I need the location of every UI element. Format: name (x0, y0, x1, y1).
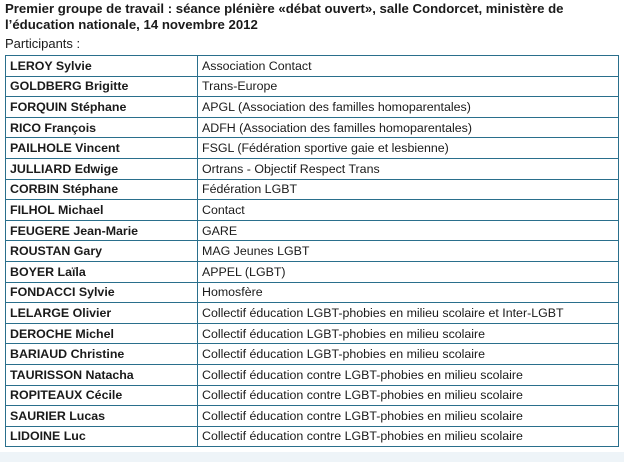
participant-name: LEROY Sylvie (6, 56, 198, 77)
table-row (6, 261, 619, 282)
participant-organization: Fédération LGBT (198, 179, 619, 200)
participant-name: FONDACCI Sylvie (6, 282, 198, 303)
participant-name: FEUGERE Jean-Marie (6, 220, 198, 241)
participant-name: JULLIARD Edwige (6, 158, 198, 179)
participant-name: ROPITEAUX Cécile (6, 385, 198, 406)
table-row (6, 323, 619, 344)
participant-organization: Ortrans - Objectif Respect Trans (198, 158, 619, 179)
participant-name: FILHOL Michael (6, 200, 198, 221)
participant-organization: Collectif éducation LGBT-phobies en milieu scolaire (198, 323, 619, 344)
participant-organization: MAG Jeunes LGBT (198, 241, 619, 262)
table-row (6, 241, 619, 262)
participant-organization: Homosfère (198, 282, 619, 303)
participant-name: TAURISSON Natacha (6, 364, 198, 385)
participants-label: Participants : (5, 36, 81, 51)
table-row (6, 200, 619, 221)
footer-band (0, 452, 624, 462)
table-row (6, 364, 619, 385)
table-row (6, 179, 619, 200)
participant-organization: FSGL (Fédération sportive gaie et lesbienne) (198, 138, 619, 159)
participant-organization: APGL (Association des familles homoparentales) (198, 97, 619, 118)
participant-name: CORBIN Stéphane (6, 179, 198, 200)
table-row (6, 220, 619, 241)
table-row (6, 117, 619, 138)
participant-name: DEROCHE Michel (6, 323, 198, 344)
participant-organization: APPEL (LGBT) (198, 261, 619, 282)
table-row (6, 385, 619, 406)
participant-name: ROUSTAN Gary (6, 241, 198, 262)
participant-name: BARIAUD Christine (6, 344, 198, 365)
table-row (6, 97, 619, 118)
participants-table (5, 55, 619, 447)
participant-name: GOLDBERG Brigitte (6, 76, 198, 97)
document-heading: Premier groupe de travail : séance plénière «débat ouvert», salle Condorcet, ministère de l’éducation nationale, 14 novembre 2012 (5, 1, 564, 32)
participant-organization: GARE (198, 220, 619, 241)
table-row (6, 282, 619, 303)
participant-name: RICO François (6, 117, 198, 138)
participant-name: BOYER Laïla (6, 261, 198, 282)
participant-organization: ADFH (Association des familles homoparentales) (198, 117, 619, 138)
participant-organization: Collectif éducation contre LGBT-phobies en milieu scolaire (198, 364, 619, 385)
participant-organization: Collectif éducation contre LGBT-phobies en milieu scolaire (198, 426, 619, 447)
participant-organization: Collectif éducation LGBT-phobies en milieu scolaire (198, 344, 619, 365)
participant-name: PAILHOLE Vincent (6, 138, 198, 159)
participant-organization: Association Contact (198, 56, 619, 77)
table-row (6, 303, 619, 324)
participant-organization: Contact (198, 200, 619, 221)
table-row (6, 138, 619, 159)
participant-organization: Collectif éducation contre LGBT-phobies en milieu scolaire (198, 406, 619, 427)
participant-name: LIDOINE Luc (6, 426, 198, 447)
table-row (6, 56, 619, 77)
table-row (6, 76, 619, 97)
participant-organization: Trans-Europe (198, 76, 619, 97)
participant-name: FORQUIN Stéphane (6, 97, 198, 118)
table-row (6, 426, 619, 447)
table-row (6, 344, 619, 365)
participant-name: SAURIER Lucas (6, 406, 198, 427)
table-row (6, 158, 619, 179)
participant-name: LELARGE Olivier (6, 303, 198, 324)
participant-organization: Collectif éducation LGBT-phobies en milieu scolaire et Inter-LGBT (198, 303, 619, 324)
table-row (6, 406, 619, 427)
participant-organization: Collectif éducation contre LGBT-phobies en milieu scolaire (198, 385, 619, 406)
